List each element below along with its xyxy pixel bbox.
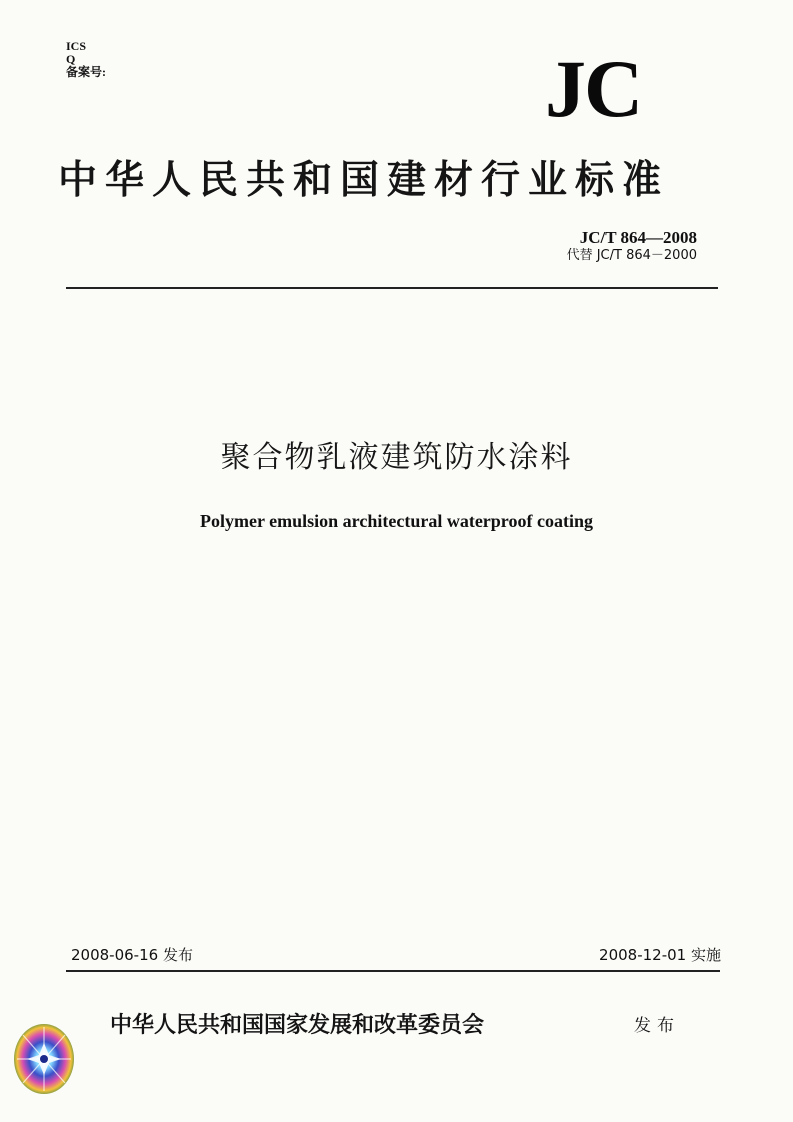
ics-label: ICS [66, 39, 87, 53]
standard-category-title: 中华人民共和国建材行业标准 [58, 157, 670, 203]
implementation-date: 2008-12-01 实施 [599, 946, 721, 964]
filing-number-label: 备案号: [66, 65, 106, 79]
category-label: Q [66, 52, 76, 66]
standard-number-block [567, 228, 697, 264]
hologram-seal-icon [13, 1023, 75, 1095]
replaces-standard: 代替 JC/T 864－2000 [566, 248, 697, 263]
standard-number: JC/T 864—2008 [579, 228, 697, 247]
footer-divider [66, 970, 720, 972]
release-date: 2008-06-16 发布 [71, 946, 193, 964]
jc-logo: JC [545, 43, 642, 134]
classification-codes [66, 40, 106, 79]
document-title-english: Polymer emulsion architectural waterproof coating [200, 511, 593, 531]
document-title: 聚合物乳液建筑防水涂料 [220, 440, 573, 475]
issuing-authority: 中华人民共和国国家发展和改革委员会 [110, 1012, 485, 1038]
issue-label: 发布 [634, 1016, 680, 1036]
header-divider [66, 287, 718, 289]
